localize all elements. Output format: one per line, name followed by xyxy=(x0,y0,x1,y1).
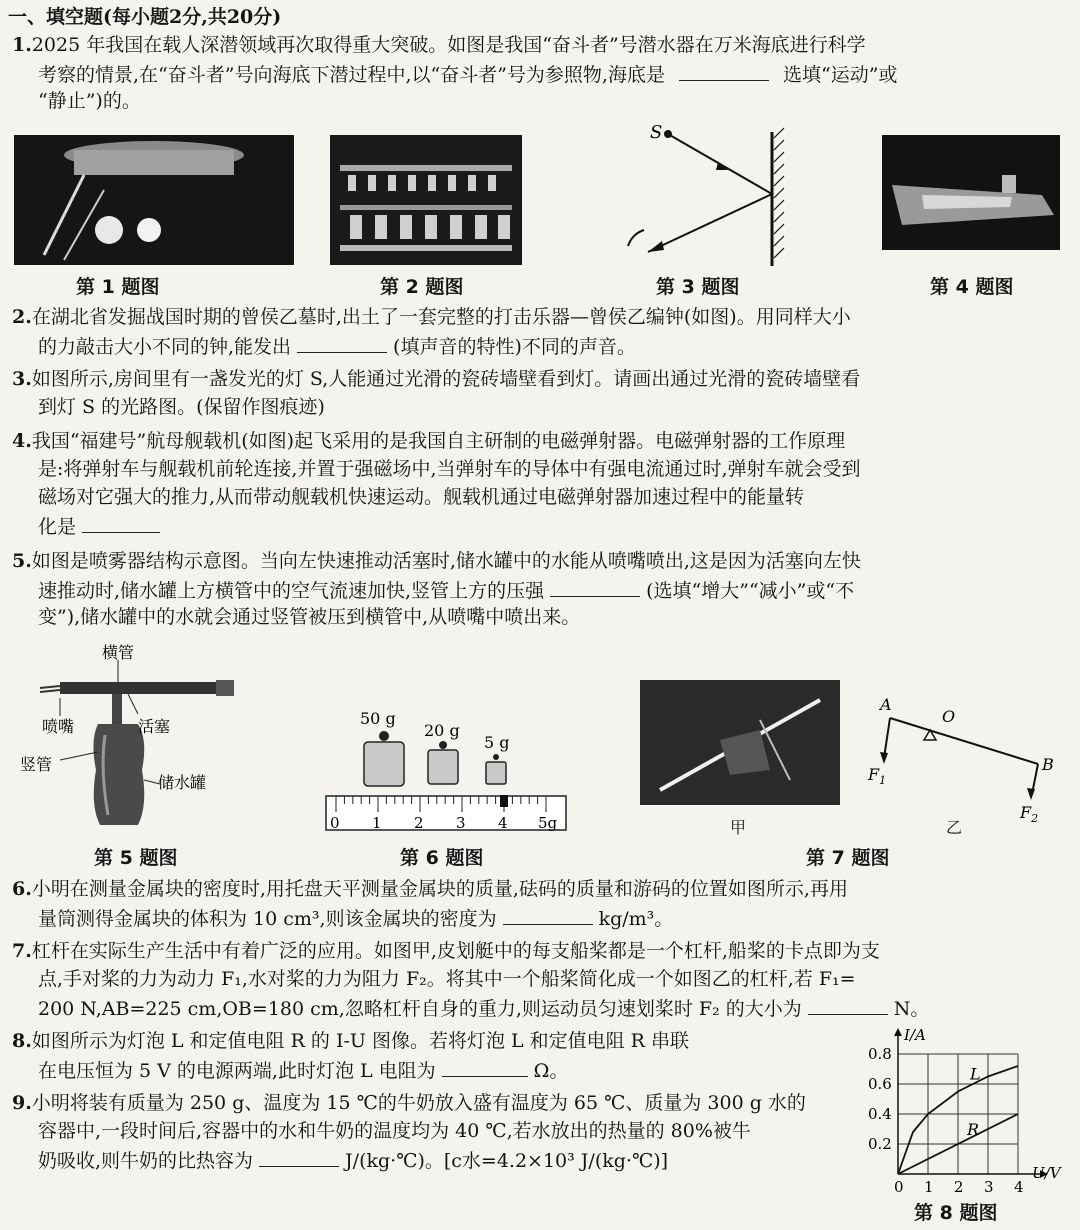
q7-line1: 7.杠杆在实际生产生活中有着广泛的应用。如图甲,皮划艇中的每支船桨都是一个杠杆,船桨的卡点即为支 xyxy=(12,940,880,962)
q9-line2: 容器中,一段时间后,容器中的水和牛奶的温度均为 40 ℃,若水放出的热量的 80%被牛 xyxy=(38,1120,751,1142)
fig1-submersible-photo xyxy=(14,135,294,265)
y-tick-0.8: 0.8 xyxy=(868,1045,892,1063)
q9-line1: 9.小明将装有质量为 250 g、温度为 15 ℃的牛奶放入盛有温度为 65 ℃、质量为 300 g 水的 xyxy=(12,1092,806,1114)
fig6-tick-2: 2 xyxy=(414,814,424,832)
fig6-tick-4: 4 xyxy=(498,814,508,832)
q9-answer-blank[interactable] xyxy=(259,1146,339,1167)
q5-line2: 速推动时,储水罐上方横管中的空气流速加快,竖管上方的压强 (选填“增大”“减小”或“不 xyxy=(38,576,854,604)
q2-line2: 的力敲击大小不同的钟,能发出 (填声音的特性)不同的声音。 xyxy=(38,332,636,360)
q4-line2: 是:将弹射车与舰载机前轮连接,并置于强磁场中,当弹射车的导体中有强电流通过时,弹射车就会受到 xyxy=(38,458,861,480)
fig5-sprayer-diagram xyxy=(20,640,250,840)
fig3-lamp-label: S xyxy=(650,122,663,143)
fig5-huosai-label: 活塞 xyxy=(138,717,171,736)
fig7-point-A: A xyxy=(880,695,892,714)
fig6-w20-label: 20 g xyxy=(424,721,460,740)
series-label-R: R xyxy=(967,1120,980,1139)
q5-line1: 5.如图是喷雾器结构示意图。当向左快速推动活塞时,储水罐中的水能从喷嘴喷出,这是因为活塞向左快 xyxy=(12,550,861,572)
fig7-F1-label: $F_1$ xyxy=(868,765,887,787)
y-tick-0.2: 0.2 xyxy=(868,1135,892,1153)
x-tick-4: 4 xyxy=(1014,1178,1024,1196)
fig6-tick-5g: 5g xyxy=(538,814,558,832)
fig5-hengguan-label: 横管 xyxy=(102,643,135,662)
q5-answer-blank[interactable] xyxy=(550,576,640,597)
fig1-caption: 第 1 题图 xyxy=(76,276,160,298)
fig6-tick-1: 1 xyxy=(372,814,382,832)
q9-line3: 奶吸收,则牛奶的比热容为 J/(kg·℃)。[c水=4.2×10³ J/(kg·℃)] xyxy=(38,1146,668,1174)
fig5-caption: 第 5 题图 xyxy=(94,847,178,869)
q8-line1: 8.如图所示为灯泡 L 和定值电阻 R 的 I-U 图像。若将灯泡 L 和定值电阻 R 串联 xyxy=(12,1030,690,1052)
fig6-weights-diagram xyxy=(320,700,580,840)
fig6-tick-3: 3 xyxy=(456,814,466,832)
q8-answer-blank[interactable] xyxy=(442,1056,528,1077)
x-tick-3: 3 xyxy=(984,1178,994,1196)
series-label-L: L xyxy=(970,1064,981,1084)
q4-line4: 化是 xyxy=(38,512,160,540)
q2-line1: 2.在湖北省发掘战国时期的曾侯乙墓时,出土了一套完整的打击乐器—曾侯乙编钟(如图)。用同样大小 xyxy=(12,306,851,328)
x-tick-1: 1 xyxy=(924,1178,934,1196)
q7-line2: 点,手对桨的力为动力 F₁,水对桨的力为阻力 F₂。将其中一个船桨简化成一个如图乙的杠杆,若 F₁= xyxy=(38,968,856,990)
y-axis-label: I/A xyxy=(904,1026,926,1044)
fig5-chushuiguan-label: 储水罐 xyxy=(158,773,207,792)
fig3-reflection-diagram xyxy=(610,118,800,268)
q3-line1: 3.如图所示,房间里有一盏发光的灯 S,人能通过光滑的瓷砖墙壁看到灯。请画出通过光滑的瓷砖墙壁看 xyxy=(12,368,861,390)
q1-line2: 考察的情景,在“奋斗者”号向海底下潜过程中,以“奋斗者”号为参照物,海底是 选填“运动”或 xyxy=(38,60,897,88)
chart-grid xyxy=(894,1028,1048,1178)
q6-line1: 6.小明在测量金属块的密度时,用托盘天平测量金属块的质量,砝码的质量和游码的位置如图所示,再用 xyxy=(12,878,848,900)
fig3-caption: 第 3 题图 xyxy=(656,276,740,298)
fig6-w50-label: 50 g xyxy=(360,709,396,728)
fig7-point-O: O xyxy=(942,707,956,726)
fig6-tick-0: 0 xyxy=(330,814,340,832)
fig7-point-B: B xyxy=(1042,755,1054,774)
fig6-w5-label: 5 g xyxy=(484,733,510,752)
q4-line1: 4.我国“福建号”航母舰载机(如图)起飞采用的是我国自主研制的电磁弹射器。电磁弹射器的工作原理 xyxy=(12,430,846,452)
fig7-F2-label: $F_2$ xyxy=(1020,803,1039,825)
q8-line2: 在电压恒为 5 V 的电源两端,此时灯泡 L 电阻为 Ω。 xyxy=(38,1056,568,1084)
x-tick-2: 2 xyxy=(954,1178,964,1196)
q3-line2: 到灯 S 的光路图。(保留作图痕迹) xyxy=(38,396,325,418)
fig8-iu-chart xyxy=(862,1024,1072,1199)
y-tick-0.6: 0.6 xyxy=(868,1075,892,1093)
fig6-caption: 第 6 题图 xyxy=(400,847,484,869)
q6-answer-blank[interactable] xyxy=(503,904,593,925)
q1-answer-blank[interactable] xyxy=(679,60,769,81)
q5-line3: 变”),储水罐中的水就会通过竖管被压到横管中,从喷嘴中喷出来。 xyxy=(38,606,581,628)
fig7-yi-label: 乙 xyxy=(946,818,963,837)
q4-answer-blank[interactable] xyxy=(82,512,160,533)
x-axis-label: U/V xyxy=(1032,1164,1061,1182)
chart-ticks xyxy=(868,1026,1063,1196)
q1-line1: 1.2025 年我国在载人深潜领域再次取得重大突破。如图是我国“奋斗者”号潜水器在万米海底进行科学 xyxy=(12,34,866,56)
submersible-icon xyxy=(14,135,294,265)
section-title: 一、填空题(每小题2分,共20分) xyxy=(8,6,282,28)
aircraft-carrier-icon xyxy=(882,135,1060,250)
fig7-kayak-photo xyxy=(640,680,840,805)
q1-line3: “静止”)的。 xyxy=(38,90,141,112)
kayak-icon xyxy=(640,680,840,805)
fig2-bells-photo xyxy=(330,135,522,265)
fig5-penzui-label: 喷嘴 xyxy=(42,717,75,736)
fig7-caption: 第 7 题图 xyxy=(806,847,890,869)
fig4-caption: 第 4 题图 xyxy=(930,276,1014,298)
bells-icon xyxy=(330,135,522,265)
fig5-shuguan-label: 竖管 xyxy=(20,755,53,774)
rider-slider xyxy=(500,795,508,807)
q2-answer-blank[interactable] xyxy=(297,332,387,353)
fig4-carrier-photo xyxy=(882,135,1060,250)
fig7-lever-diagram xyxy=(860,690,1060,830)
y-axis-arrow xyxy=(894,1028,902,1036)
x-tick-0: 0 xyxy=(894,1178,904,1196)
q4-line3: 磁场对它强大的推力,从而带动舰载机快速运动。舰载机通过电磁弹射器加速过程中的能量转 xyxy=(38,486,805,508)
q7-line3: 200 N,AB=225 cm,OB=180 cm,忽略杠杆自身的重力,则运动员匀速划桨时 F₂ 的大小为 N。 xyxy=(38,994,929,1022)
fig8-caption: 第 8 题图 xyxy=(914,1202,998,1224)
q7-answer-blank[interactable] xyxy=(808,994,888,1015)
fig7-jia-label: 甲 xyxy=(730,818,747,837)
fig2-caption: 第 2 题图 xyxy=(380,276,464,298)
q6-line2: 量筒测得金属块的体积为 10 cm³,则该金属块的密度为 kg/m³。 xyxy=(38,904,673,932)
y-tick-0.4: 0.4 xyxy=(868,1105,892,1123)
